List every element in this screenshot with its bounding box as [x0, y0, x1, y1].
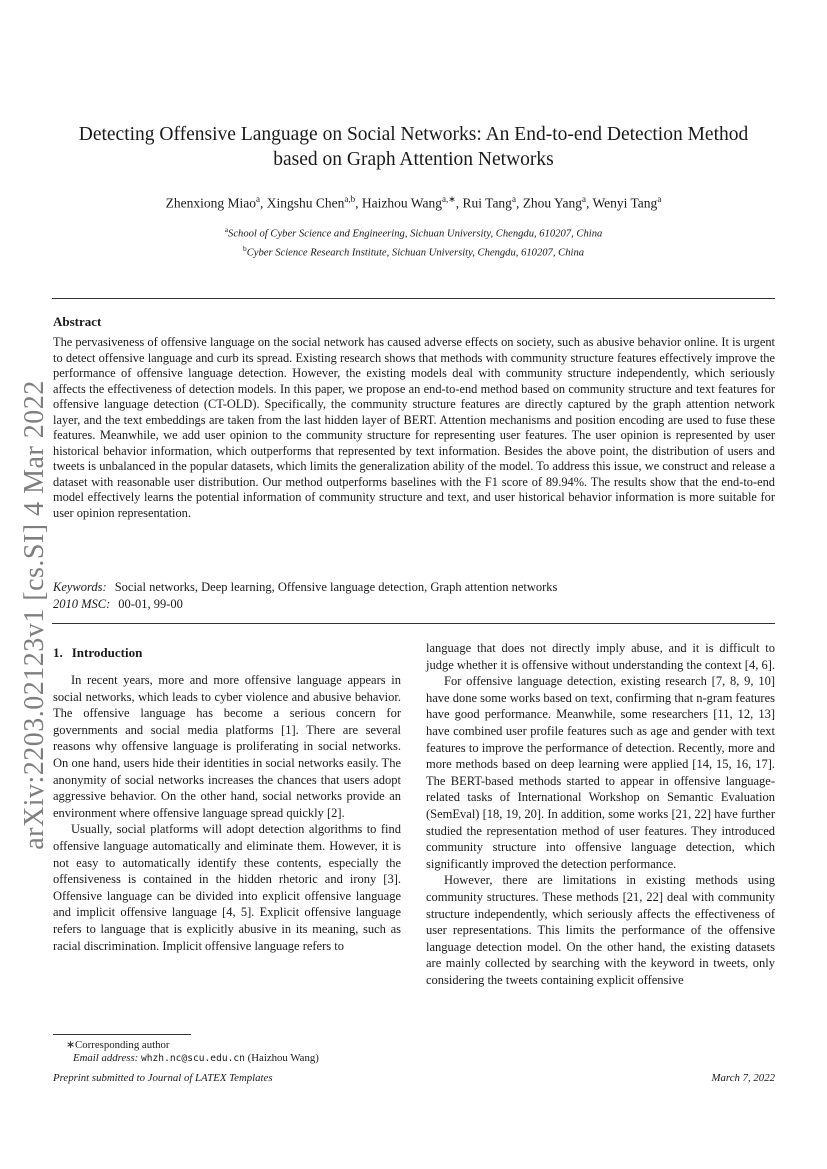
author: Xingshu Chen [266, 195, 345, 211]
abstract-bottom-rule [52, 623, 775, 624]
affiliation-text: Cyber Science Research Institute, Sichuan University, Chengdu, 610207, China [246, 247, 585, 259]
author: Rui Tang [462, 195, 512, 211]
msc-line [53, 597, 183, 612]
abstract-body: The pervasiveness of offensive language on the social network has caused adverse effects on society, such as abusive behavior online. It is urgent to detect offensive language and curb its spread. Existing research shows that methods with community structure features effectively improve the performance of offensive language detection. However, the existing models deal with community structure independently, which seriously affects the effectiveness of detection models. In this paper, we propose an end-to-end method based on community structure and text features for offensive language detection (CT-OLD). Specifically, the community structure features are directly captured by the graph attention network layer, and the text embeddings are taken from the last hidden layer of BERT. Attention mechanisms and position encoding are used to fuse these features. Meanwhile, we add user opinion to the community structure for representing user features. The user opinion is represented by user historical behavior information, which outperforms that represented by text information. Besides the above point, the distribution of users and tweets is unbalanced in the popular datasets, which limits the generalization ability of the model. To address this issue, we construct and release a dataset with reasonable user distribution. Our method outperforms baselines with the F1 score of 89.94%. The results show that the end-to-end model effectively learns the potential information of community structure and text, and user historical behavior information is more suitable for user opinion representation. [53, 335, 775, 520]
email-owner: (Haizhou Wang) [247, 1052, 319, 1064]
msc-value: 00-01, 99-00 [118, 597, 183, 611]
author-affil-mark: a [256, 194, 261, 204]
author-affil-mark: a [511, 194, 516, 204]
arxiv-identifier: arXiv:2203.02123v1 [cs.SI] 4 Mar 2022 [19, 380, 50, 850]
corresponding-author-note: ∗Corresponding author [66, 1039, 170, 1051]
paragraph: Usually, social platforms will adopt detection algorithms to find offensive language automatically and eliminate them. However, it is not easy to automatically identify these contents, especially the offensiveness is contained in the hidden rhetoric and irony [3]. Offensive language can be divided into explicit offensive language and implicit offensive language [4, 5]. Explicit offensive language refers to language that is explicitly abusive in its meaning, such as racial discrimination. Implicit offensive language refers to [53, 822, 401, 953]
affiliation-mark: a [224, 225, 229, 234]
abstract-heading: Abstract [53, 314, 102, 329]
author: Zhenxiong Miao [165, 195, 257, 211]
paper-title: Detecting Offensive Language on Social Networks: An End-to-end Detection Method based on Graph Attention Networks [78, 124, 749, 170]
affiliation-list [60, 223, 767, 260]
affiliation [60, 242, 767, 261]
right-column [426, 640, 775, 988]
footnote-rule [53, 1034, 191, 1035]
author: Zhou Yang [522, 195, 582, 211]
author-affil-mark: a [581, 194, 586, 204]
left-column [53, 672, 401, 954]
keywords-label: Keywords: [53, 580, 107, 594]
section-title: Introduction [71, 645, 143, 660]
email-label: Email address: [73, 1052, 139, 1064]
affiliation [60, 223, 767, 242]
arxiv-side-stamp [20, 380, 50, 850]
paragraph: However, there are limitations in existing methods using community structures. These methods [21, 22] deal with community structure independently, which seriously affects the effectiveness of user representations. This limits the performance of the offensive language detection model. On the other hand, the existing datasets are mainly collected by searching with the keyword in tweets, only considering the tweets containing explicit offensive [426, 873, 775, 987]
paragraph: In recent years, more and more offensive language appears in social networks, which leads to cyber violence and abusive behavior. The offensive language has become a serious concern for governments and social media platforms [1]. There are several reasons why offensive language is proliferating in social networks. On one hand, users hide their identities in social networks easily. The anonymity of social networks increases the chances that users adopt aggressive behavior. On the other hand, social networks provide an environment where offensive language spread quickly [2]. [53, 673, 401, 820]
email-note [73, 1052, 319, 1064]
affiliation-text: School of Cyber Science and Engineering, Sichuan University, Chengdu, 610207, China [228, 228, 603, 240]
paragraph: language that does not directly imply abuse, and it is difficult to judge whether it is offensive without understanding the context [4, 6]. [426, 641, 775, 672]
email-address[interactable]: whzh.nc@scu.edu.cn [140, 1053, 245, 1064]
abstract-top-rule [52, 298, 775, 299]
footer-date: March 7, 2022 [711, 1072, 775, 1084]
section-number: 1. [53, 645, 63, 660]
author-affil-mark: a,b [344, 194, 356, 204]
affiliation-mark: b [242, 243, 247, 253]
footer-preprint-note: Preprint submitted to Journal of LATEX Templates [53, 1072, 273, 1084]
keywords-line [53, 580, 557, 595]
section-heading [53, 645, 142, 661]
author-affil-mark: a [657, 194, 662, 204]
msc-label: 2010 MSC: [53, 597, 111, 611]
author-affil-mark: a,∗ [441, 194, 456, 204]
author-list: Zhenxiong Miao$^a$, Xingshu Chen$^{a,b}$, Haizhou Wang$^{a,∗}$, Rui Tang$^a$, Zhou Yang$^a$, Wenyi Tang$^a$ [165, 194, 662, 211]
paragraph: For offensive language detection, existing research [7, 8, 9, 10] have done some works based on text, confirming that n-gram features have good performance. Meanwhile, some researchers [11, 12, 13] have combined user profile features such as age and gender with text features to improve the performance of detection. Recently, more and more methods based on deep learning were applied [14, 15, 16, 17]. The BERT-based methods started to appear in offensive language-related tasks of International Workshop on Semantic Evaluation (SemEval) [18, 19, 20]. In addition, some works [21, 22] have further studied the representation method of user features. They introduced community structure into offensive language detection, which significantly improved the detection performance. [426, 674, 775, 871]
author: Wenyi Tang [592, 195, 658, 211]
author: Haizhou Wang [361, 195, 442, 211]
keywords-value: Social networks, Deep learning, Offensive language detection, Graph attention networks [114, 580, 558, 594]
